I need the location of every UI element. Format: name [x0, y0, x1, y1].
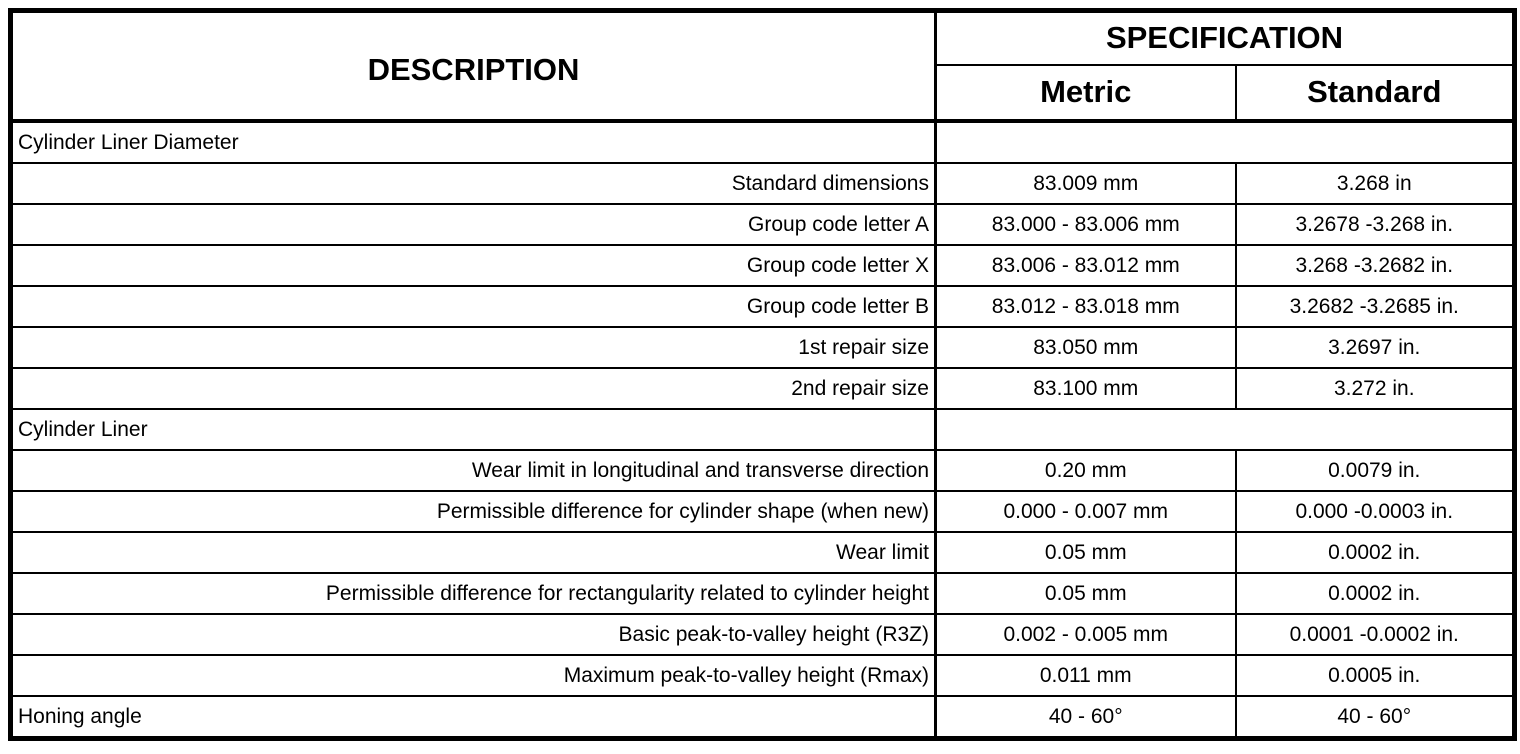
metric-value: 83.000 - 83.006 mm [936, 204, 1236, 245]
table-row [11, 368, 1515, 409]
table-header [11, 11, 1515, 122]
metric-value: 0.011 mm [936, 655, 1236, 696]
metric-value: 0.002 - 0.005 mm [936, 614, 1236, 655]
standard-value: 0.0005 in. [1236, 655, 1515, 696]
row-description: Standard dimensions [11, 163, 936, 204]
standard-value: 3.272 in. [1236, 368, 1515, 409]
table-row [11, 532, 1515, 573]
section-label: Cylinder Liner [11, 409, 936, 450]
standard-value: 0.0002 in. [1236, 573, 1515, 614]
table-row [11, 245, 1515, 286]
row-description: Permissible difference for rectangularity related to cylinder height [11, 573, 936, 614]
standard-value: 0.0002 in. [1236, 532, 1515, 573]
row-description: Maximum peak-to-valley height (Rmax) [11, 655, 936, 696]
standard-value: 0.0001 -0.0002 in. [1236, 614, 1515, 655]
row-description: Group code letter B [11, 286, 936, 327]
empty-spec-cell [936, 409, 1515, 450]
metric-value: 0.000 - 0.007 mm [936, 491, 1236, 532]
specification-table [8, 8, 1517, 741]
standard-value: 3.268 -3.2682 in. [1236, 245, 1515, 286]
row-description: 1st repair size [11, 327, 936, 368]
table-row [11, 614, 1515, 655]
table-row [11, 450, 1515, 491]
column-header-description: DESCRIPTION [11, 11, 936, 122]
metric-value: 0.05 mm [936, 573, 1236, 614]
metric-value: 83.050 mm [936, 327, 1236, 368]
metric-value: 0.20 mm [936, 450, 1236, 491]
row-description: Permissible difference for cylinder shape (when new) [11, 491, 936, 532]
table-row [11, 204, 1515, 245]
column-header-standard: Standard [1236, 65, 1515, 121]
row-description: Basic peak-to-valley height (R3Z) [11, 614, 936, 655]
metric-value: 83.006 - 83.012 mm [936, 245, 1236, 286]
metric-value: 0.05 mm [936, 532, 1236, 573]
standard-value: 0.0079 in. [1236, 450, 1515, 491]
metric-value: 83.012 - 83.018 mm [936, 286, 1236, 327]
metric-value: 40 - 60° [936, 696, 1236, 739]
row-description: Honing angle [11, 696, 936, 739]
standard-value: 3.268 in [1236, 163, 1515, 204]
metric-value: 83.100 mm [936, 368, 1236, 409]
table-body [11, 121, 1515, 739]
table-row [11, 286, 1515, 327]
section-label: Cylinder Liner Diameter [11, 121, 936, 163]
row-description: Wear limit [11, 532, 936, 573]
column-header-metric: Metric [936, 65, 1236, 121]
table-row [11, 655, 1515, 696]
standard-value: 0.000 -0.0003 in. [1236, 491, 1515, 532]
header-row-top [11, 11, 1515, 65]
standard-value: 3.2678 -3.268 in. [1236, 204, 1515, 245]
standard-value: 40 - 60° [1236, 696, 1515, 739]
standard-value: 3.2682 -3.2685 in. [1236, 286, 1515, 327]
row-description: Group code letter A [11, 204, 936, 245]
row-description: Group code letter X [11, 245, 936, 286]
table-row [11, 573, 1515, 614]
empty-spec-cell [936, 121, 1515, 163]
table-row [11, 163, 1515, 204]
row-description: Wear limit in longitudinal and transverse direction [11, 450, 936, 491]
metric-value: 83.009 mm [936, 163, 1236, 204]
row-description: 2nd repair size [11, 368, 936, 409]
table-row [11, 121, 1515, 163]
table-row [11, 409, 1515, 450]
table-row [11, 491, 1515, 532]
table-row [11, 327, 1515, 368]
table-row [11, 696, 1515, 739]
column-header-specification: SPECIFICATION [936, 11, 1515, 65]
standard-value: 3.2697 in. [1236, 327, 1515, 368]
